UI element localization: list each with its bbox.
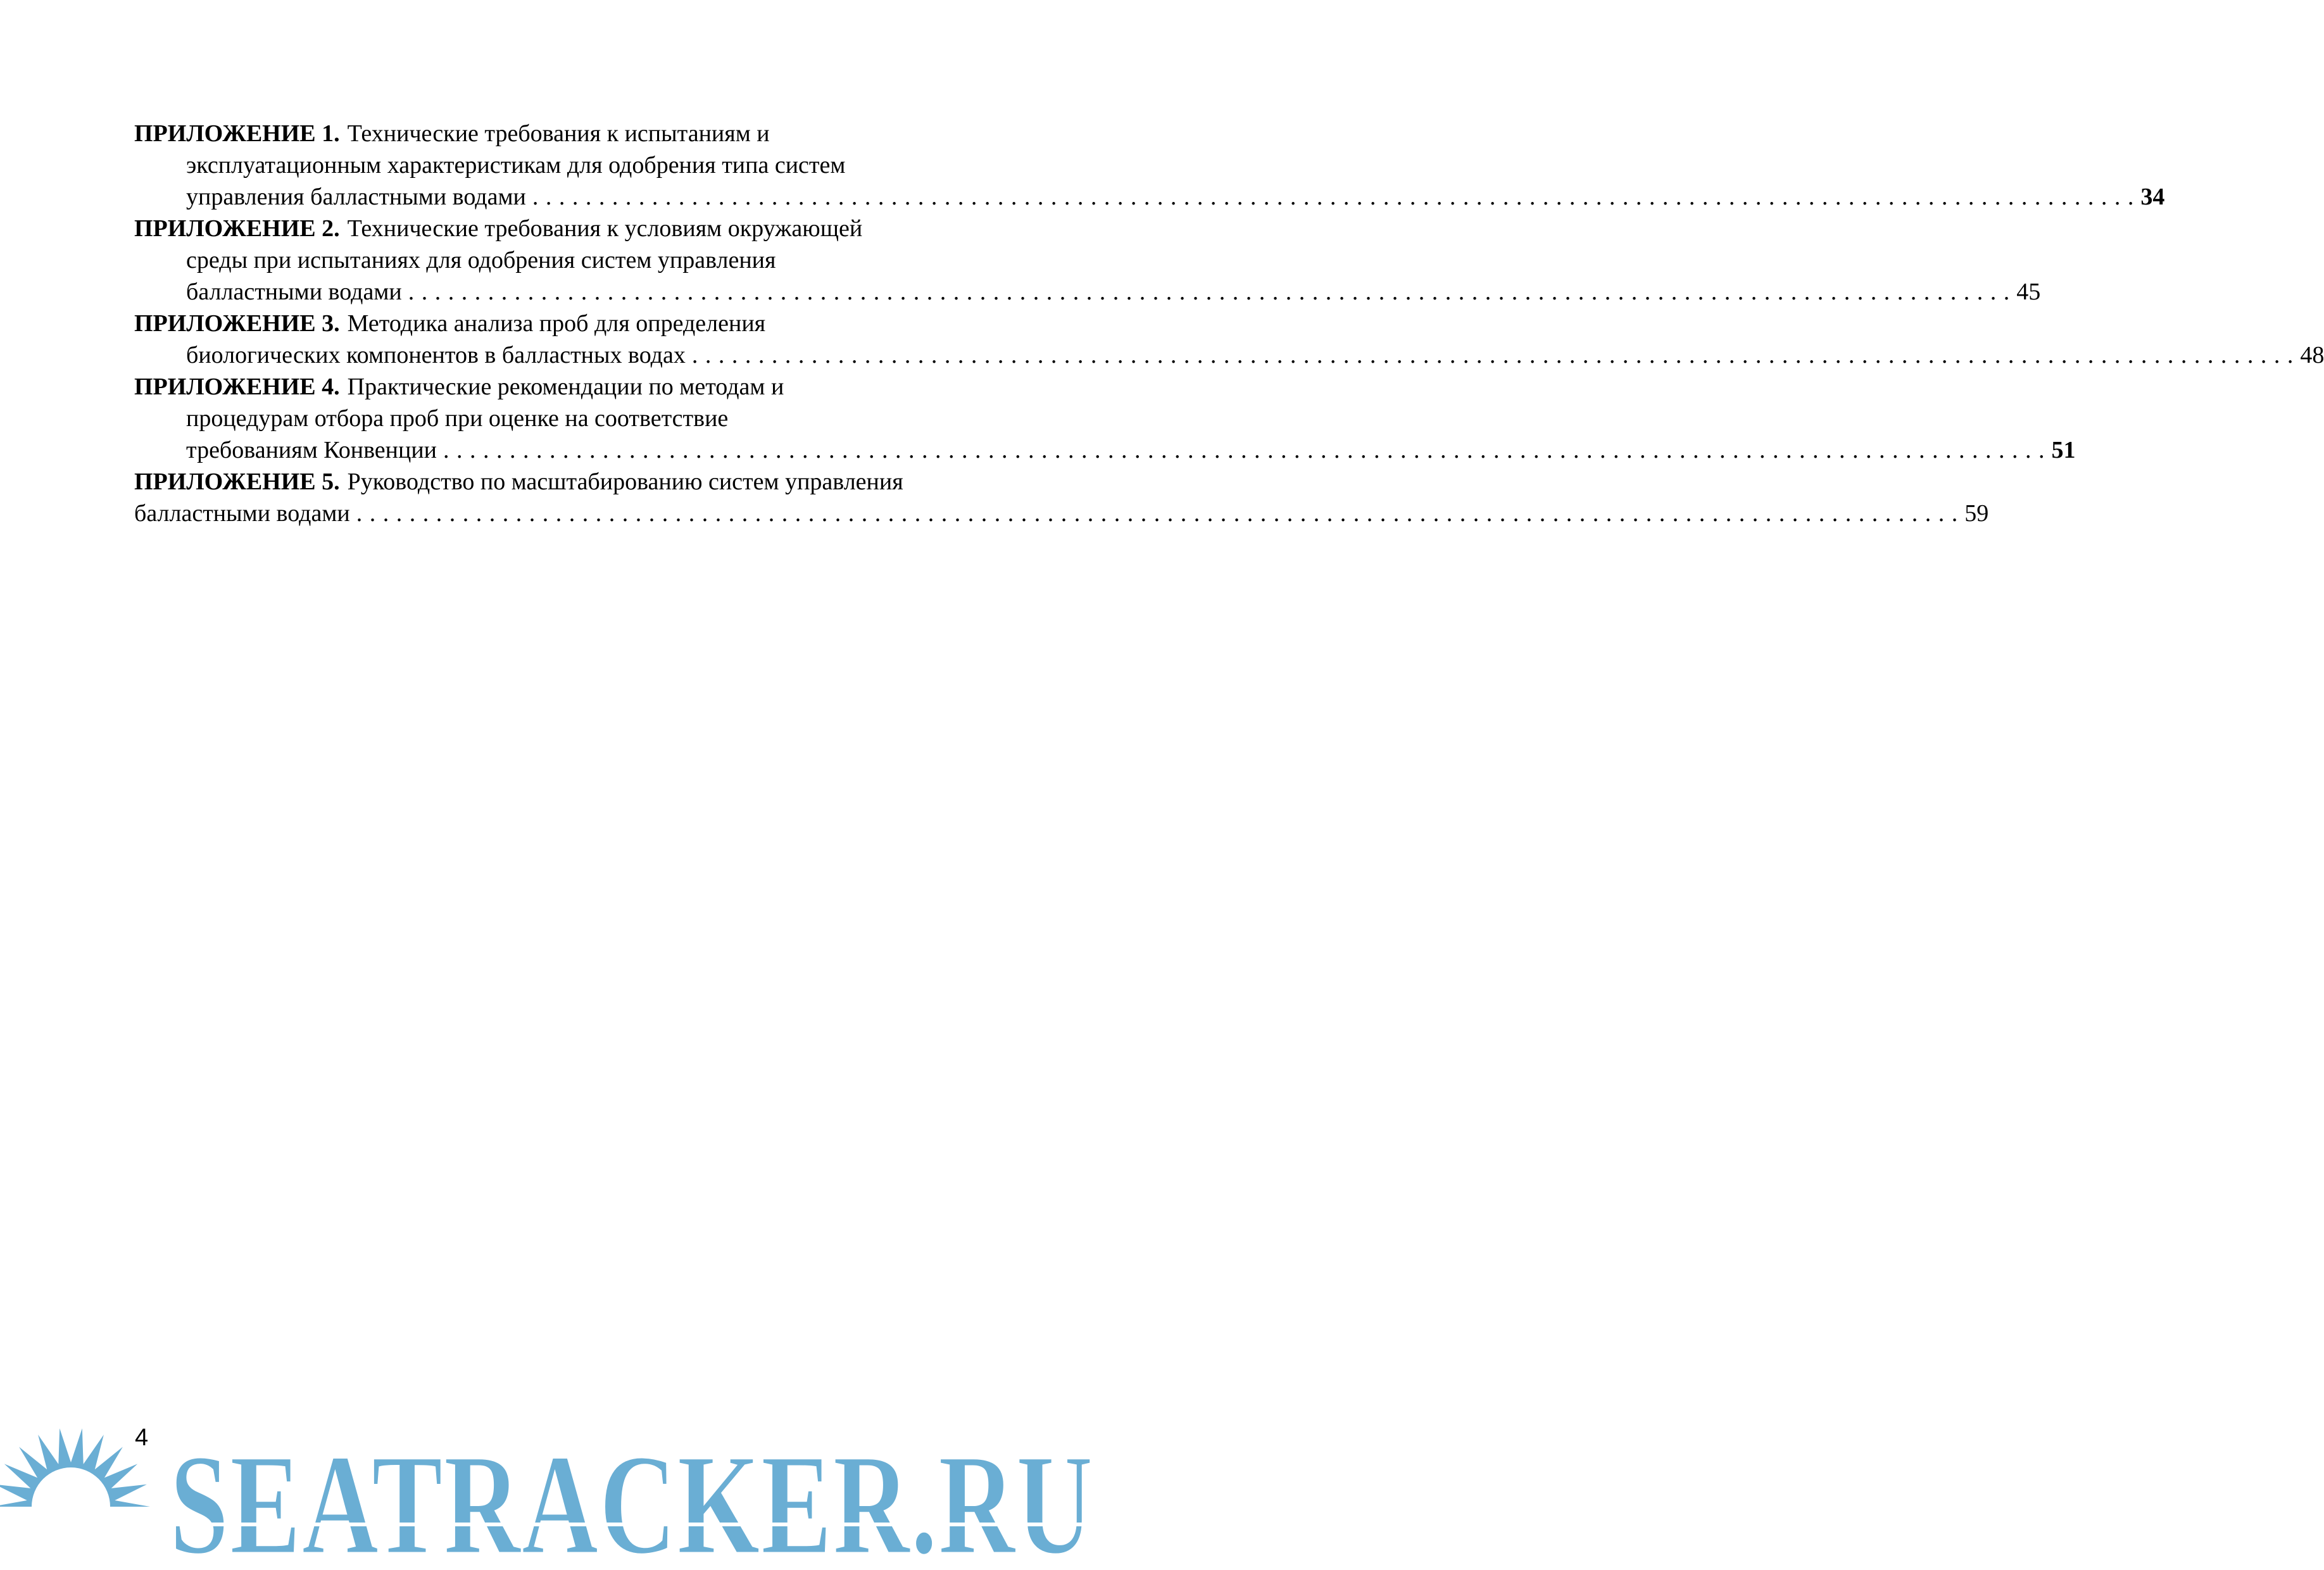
toc-entry-appendix-1: [134, 118, 2165, 213]
table-of-contents: [134, 118, 2324, 529]
toc-entry-title: процедурам отбора проб при оценке на соответствие: [186, 405, 729, 432]
watermark-logo: [0, 1396, 1107, 1570]
toc-entry-title: балластными водами: [186, 279, 402, 305]
page-number: 4: [135, 1424, 149, 1451]
toc-entry-appendix-4: [134, 371, 2076, 466]
toc-page-number: 34: [2140, 184, 2165, 210]
toc-entry-title: Технические требования к условиям окружающей: [347, 215, 863, 242]
toc-entry-appendix-5: [134, 466, 1989, 529]
dot-leader: [692, 339, 2294, 371]
toc-entry-appendix-2: [134, 213, 2041, 308]
toc-entry-heading: ПРИЛОЖЕНИЕ 3.: [134, 310, 340, 337]
dot-leader: [532, 181, 2135, 213]
toc-entry-appendix-3: [134, 308, 2324, 371]
toc-entry-title: среды при испытаниях для одобрения систем управления: [186, 247, 776, 273]
toc-entry-title: Методика анализа проб для определения: [347, 310, 766, 337]
dot-leader: [443, 434, 2045, 466]
toc-entry-title: требованиям Конвенции: [186, 437, 437, 463]
toc-entry-title: биологических компонентов в балластных водах: [186, 342, 686, 368]
toc-page-number: 51: [2051, 437, 2076, 463]
toc-entry-title: Технические требования к испытаниям и: [347, 120, 770, 147]
watermark-text: SEATRACKER.RU: [170, 1425, 1094, 1570]
toc-page-number: 45: [2016, 279, 2041, 305]
toc-entry-heading: ПРИЛОЖЕНИЕ 2.: [134, 215, 340, 242]
toc-entry-heading: ПРИЛОЖЕНИЕ 4.: [134, 374, 340, 400]
dot-leader: [408, 276, 2011, 308]
toc-page-number: 48: [2300, 342, 2324, 368]
toc-entry-heading: ПРИЛОЖЕНИЕ 5.: [134, 468, 340, 495]
toc-entry-title: Практические рекомендации по методам и: [347, 374, 784, 400]
toc-entry-title: эксплуатационным характеристикам для одобрения типа систем: [186, 152, 846, 179]
dot-leader: [356, 498, 1959, 529]
toc-entry-title: балластными водами: [134, 500, 350, 527]
horizon-cut: [0, 1507, 152, 1570]
toc-entry-title: Руководство по масштабированию систем управления: [347, 468, 903, 495]
toc-page-number: 59: [1964, 500, 1989, 527]
toc-entry-heading: ПРИЛОЖЕНИЕ 1.: [134, 120, 340, 147]
toc-entry-title: управления балластными водами: [186, 184, 526, 210]
